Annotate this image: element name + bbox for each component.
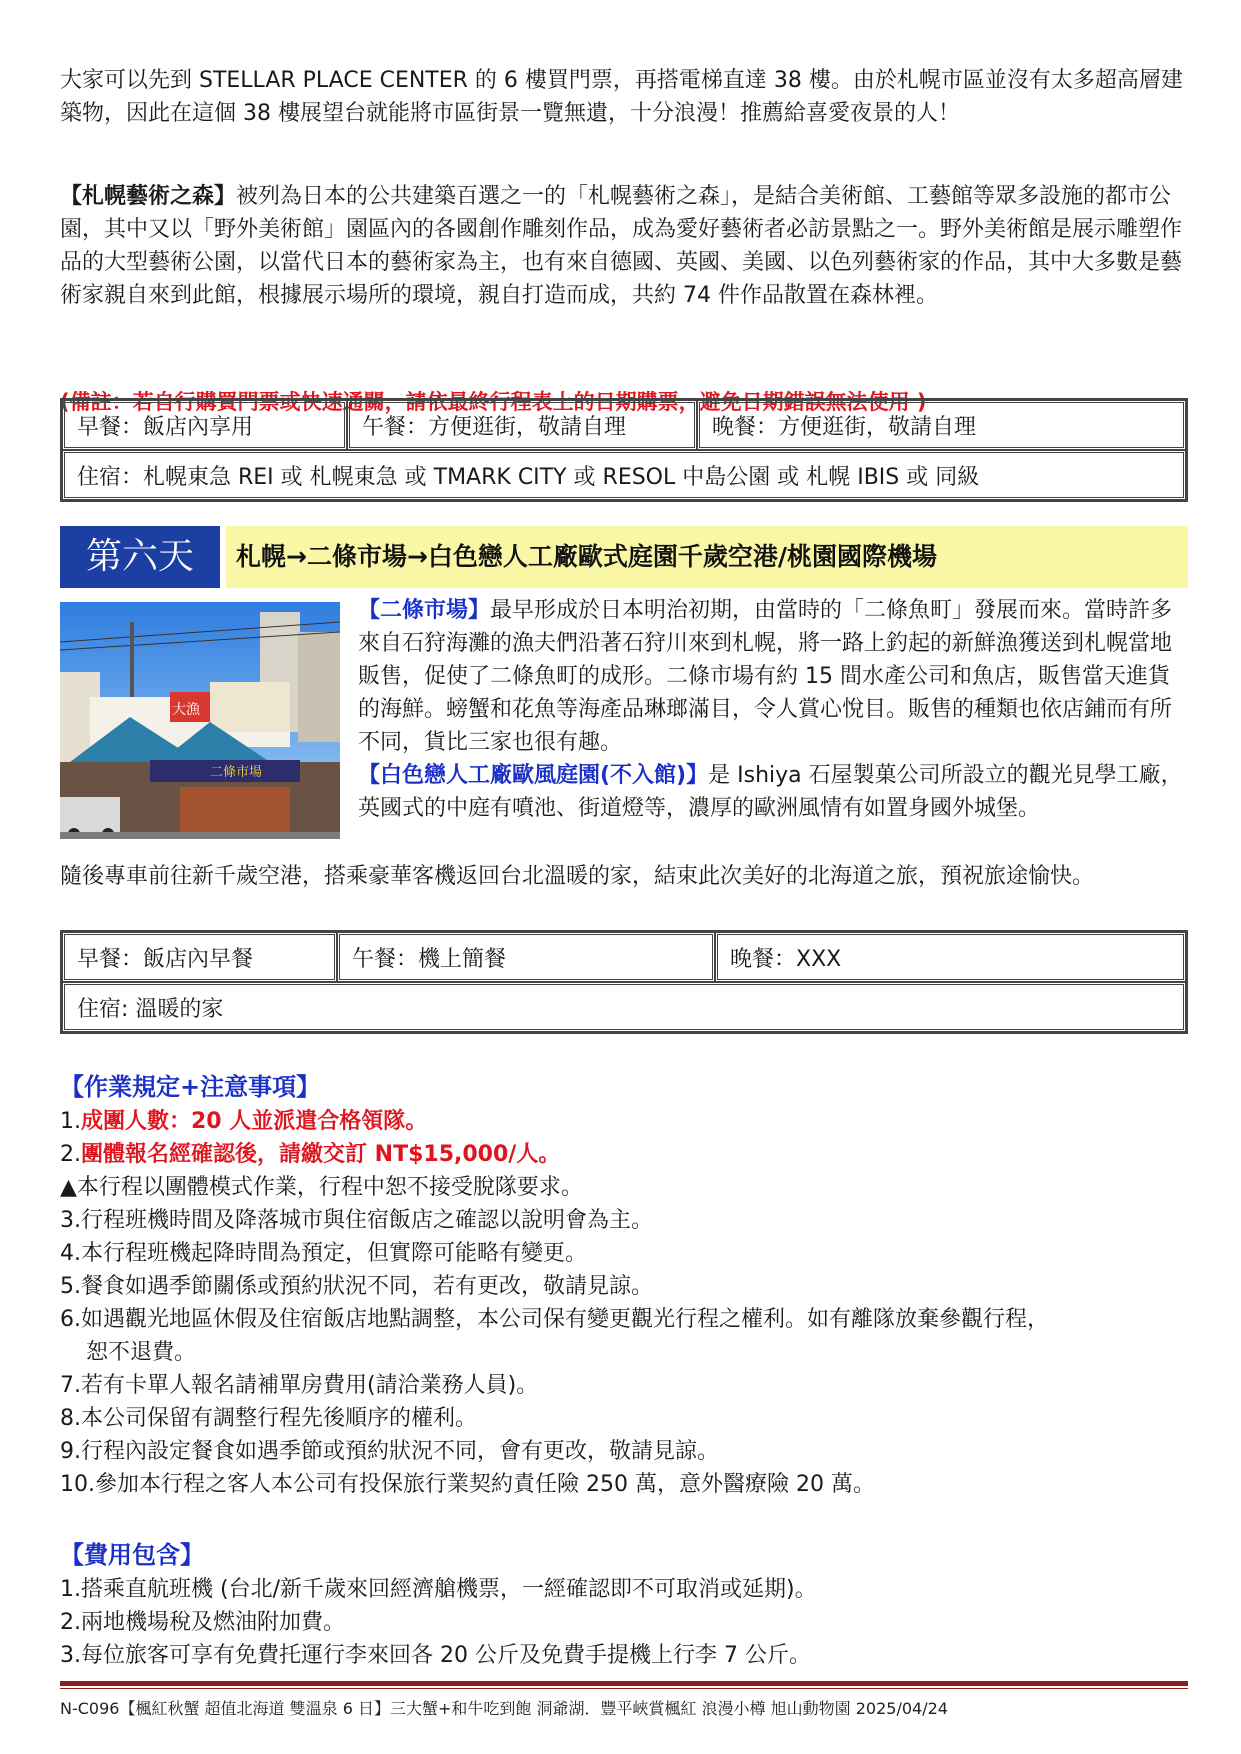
shiroi-koibito-text: 是 Ishiya 石屋製菓公司所設立的觀光見學工廠，英國式的中庭有噴池、街道燈等，濃厚的歐洲風情有如置身國外城堡。: [358, 763, 1183, 821]
rules-section: [60, 1069, 1188, 1501]
dinner-cell: 晚餐：XXX: [715, 932, 1186, 982]
included-section: [60, 1537, 1188, 1672]
day6-badge: 第六天: [60, 526, 226, 588]
day6-title: 札幌→二條市場→白色戀人工廠歐式庭園千歲空港/桃園國際機場: [236, 542, 938, 571]
ticket-note: (備註：若自行購買門票或快速通關，請依最終行程表上的日期購票，避免日期錯誤無法使用 ): [60, 390, 927, 414]
photo-sign-nijo: 二條市場: [210, 765, 263, 780]
included-item: 2.兩地機場稅及燃油附加費。: [60, 1610, 345, 1635]
nijo-market-paragraph: [358, 594, 1188, 759]
nijo-market-photo: [60, 602, 340, 839]
nijo-market-text: 最早形成於日本明治初期，由當時的「二條魚町」發展而來。當時許多來自石狩海灘的漁夫們沿著石狩川來到札幌，將一路上釣起的新鮮漁獲送到札幌當地販售，促使了二條魚町的成形。二條市場有約 15 間水產公司和魚店，販售當天進貨的海鮮。螃蟹和花魚等海產品琳瑯滿目，令人賞心悅目。販售的種類也依店鋪而有所不同，貨比三家也很有趣。: [358, 598, 1173, 755]
day6-closing-paragraph: 隨後專車前往新千歲空港，搭乘豪華客機返回台北溫暖的家，結束此次美好的北海道之旅，預祝旅途愉快。: [60, 864, 1095, 889]
rule-item: [60, 1105, 1188, 1138]
rule-item: 3.行程班機時間及降落城市與住宿飯店之確認以說明會為主。: [60, 1208, 653, 1233]
art-forest-paragraph: [60, 180, 1188, 312]
hotel-cell: 住宿：札幌東急 REI 或 札幌東急 或 TMARK CITY 或 RESOL 中島公園 或 札幌 IBIS 或 同級: [62, 450, 1186, 500]
rule-item: ▲本行程以團體模式作業，行程中恕不接受脫隊要求。: [60, 1175, 583, 1200]
shiroi-koibito-paragraph: [358, 759, 1188, 825]
breakfast-cell: 早餐：飯店內享用: [62, 400, 347, 450]
day6-header: [60, 526, 1188, 588]
art-forest-text: 被列為日本的公共建築百選之一的「札幌藝術之森」，是結合美術館、工藝館等眾多設施的都市公園，其中又以「野外美術館」園區內的各國創作雕刻作品，成為愛好藝術者必訪景點之一。野外美術館是展示雕塑作品的大型藝術公園，以當代日本的藝術家為主，也有來自德國、英國、美國、以色列藝術家的作品，其中大多數是藝術家親自來到此館，根據展示場所的環境，親自打造而成，共約 74 件作品散置在森林裡。: [60, 184, 1183, 308]
rule-item-continuation: 恕不退費。: [86, 1340, 197, 1365]
day6-description: [358, 594, 1188, 825]
intro-paragraph: 大家可以先到 STELLAR PLACE CENTER 的 6 樓買門票，再搭電梯直達 38 樓。由於札幌市區並沒有太多超高層建築物，因此在這個 38 樓展望台就能將市區街景一覽無遺，十分浪漫！推薦給喜愛夜景的人！: [60, 68, 1183, 126]
included-item: 1.搭乘直航班機 (台北/新千歲來回經濟艙機票，一經確認即不可取消或延期)。: [60, 1577, 817, 1602]
shiroi-koibito-heading: 【白色戀人工廠歐風庭園(不入館)】: [358, 763, 709, 788]
rule-item: 5.餐食如遇季節關係或預約狀況不同，若有更改，敬請見諒。: [60, 1274, 653, 1299]
rule-text-highlight: 成團人數：20 人並派遣合格領隊。: [81, 1109, 428, 1134]
rule-item: [60, 1138, 1188, 1171]
footer-rule: [60, 1681, 1188, 1686]
lunch-cell: 午餐：方便逛街，敬請自理: [347, 400, 697, 450]
rule-item: 6.如遇觀光地區休假及住宿飯店地點調整，本公司保有變更觀光行程之權利。如有離隊放棄參觀行程，: [60, 1307, 1049, 1332]
dinner-cell: 晚餐：方便逛街，敬請自理: [697, 400, 1186, 450]
breakfast-cell: 早餐：飯店內早餐: [62, 932, 337, 982]
hotel-cell: 住宿: 溫暖的家: [62, 982, 1186, 1032]
rule-text-highlight: 團體報名經確認後，請繳交訂 NT$15,000/人。: [81, 1142, 561, 1167]
rule-item: 10.參加本行程之客人本公司有投保旅行業契約責任險 250 萬，意外醫療險 20 萬。: [60, 1472, 875, 1497]
rule-item: 7.若有卡單人報名請補單房費用(請洽業務人員)。: [60, 1373, 539, 1398]
day5-meal-table: [60, 398, 1188, 502]
rule-item: 9.行程內設定餐食如遇季節或預約狀況不同，會有更改，敬請見諒。: [60, 1439, 719, 1464]
photo-sign-daryo: 大漁: [172, 702, 200, 718]
rule-number: 1.: [60, 1109, 81, 1134]
nijo-market-heading: 【二條市場】: [358, 598, 491, 623]
day6-meal-table: [60, 930, 1188, 1034]
art-forest-heading: 【札幌藝術之森】: [60, 184, 237, 209]
rules-title: 【作業規定+注意事項】: [60, 1073, 321, 1101]
rule-item: 8.本公司保留有調整行程先後順序的權利。: [60, 1406, 477, 1431]
included-title: 【費用包含】: [60, 1541, 204, 1569]
included-item: 3.每位旅客可享有免費托運行李來回各 20 公斤及免費手提機上行李 7 公斤。: [60, 1643, 811, 1668]
lunch-cell: 午餐：機上簡餐: [337, 932, 715, 982]
rule-item: 4.本行程班機起降時間為預定，但實際可能略有變更。: [60, 1241, 587, 1266]
footer-text: N-C096【楓紅秋蟹 超值北海道 雙溫泉 6 日】三大蟹+和牛吃到飽 洞爺湖．豐平峽賞楓紅 浪漫小樽 旭山動物園 2025/04/24: [60, 1699, 948, 1718]
footer-rule-thin: [60, 1688, 1188, 1689]
rule-number: 2.: [60, 1142, 81, 1167]
